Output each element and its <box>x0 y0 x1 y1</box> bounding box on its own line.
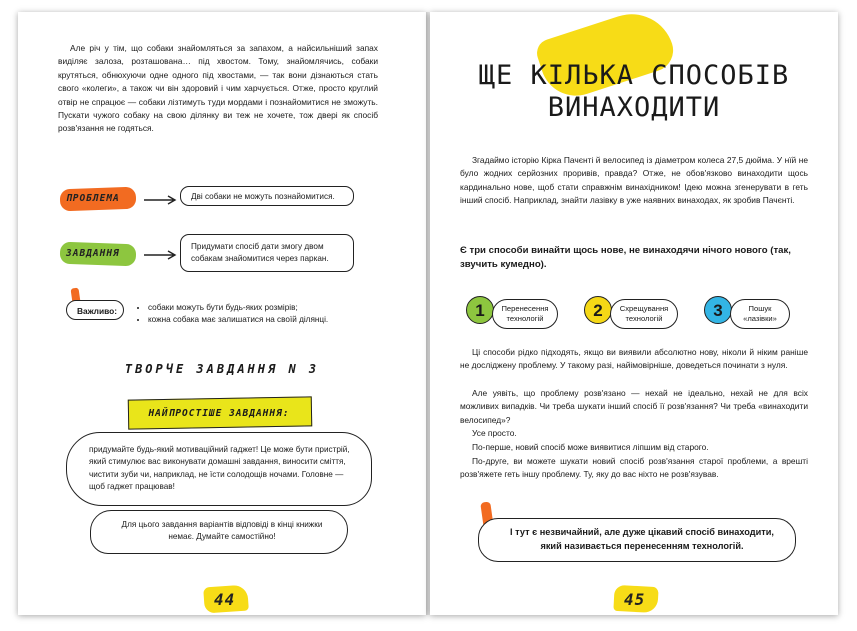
method-label-2: Схрещування технологій <box>610 299 678 329</box>
paragraph: Але уявіть, що проблему розв'язано — нехай не ідеально, нехай не для всіх можливих випадків. Чи треба шукати інший спосіб її розв'язання? Чи треба «винаходити велосипед»? <box>460 388 808 425</box>
arrow-right-icon <box>142 249 178 261</box>
problem-box <box>180 186 354 206</box>
simplest-task-text: придумайте будь-який мотиваційний гаджет! Це може бути пристрій, який стимулює вас виконувати домашні завдання, виносити сміття, чистити зуби чи, наприклад, не їсти солодощів ночами. Головне — щоб гаджет працював! <box>89 445 350 492</box>
paragraph: Ці способи рідко підходять, якщо ви виявили абсолютно нову, ніколи й ніким раніше не досліджену проблему. У такому разі, найімовірніше, доведеться починати з нуля. <box>460 347 808 371</box>
page-title <box>430 60 838 124</box>
method-number-3: 3 <box>704 296 732 324</box>
task-box <box>180 234 354 272</box>
method-label-1: Перенесення технологій <box>492 299 558 329</box>
bold-statement: Є три способи винайти щось нове, не винаходячи нічого нового (так, звучить кумедно). <box>460 245 791 270</box>
important-label: Важливо: <box>77 306 118 316</box>
callout-box <box>478 518 796 562</box>
simplest-label: НАЙПРОСТІШЕ ЗАВДАННЯ: <box>148 408 290 419</box>
arrow-right-icon <box>142 194 178 206</box>
simplest-task-cloud <box>66 432 372 506</box>
page-number: 44 <box>214 590 236 609</box>
creative-task-title: ТВОРЧЕ ЗАВДАННЯ N 3 <box>124 362 320 376</box>
method-number-1: 1 <box>466 296 494 324</box>
callout-text: І тут є незвичайний, але дуже цікавий спосіб винаходити, який називається перенесенням технологій. <box>510 527 774 551</box>
problem-label: ПРОБЛЕМА <box>66 193 120 204</box>
intro-paragraph: Але річ у тім, що собаки знайомляться за запахом, а найсильніший запах виділяє залоза, розташована… під хвостом. Тому, знайомлячись, собаки крутяться, обнюхуючи одне одного під хвостами, — так вони дізнаються стать свого «колеги», а також чи він здоровий і чим харчується. Отже, просто круглий отвір не спрацює — собаки лізтимуть туди мордами і познайомитися не зможуть. Пускати чужого собаку на свою ділянку ви теж не хочете, тож двері як спосіб розв'язання не годяться. <box>58 43 378 134</box>
right-page <box>430 12 838 615</box>
answers-note-text: Для цього завдання варіантів відповіді в кінці книжки немає. Думайте самостійно! <box>121 520 323 542</box>
problem-text: Дві собаки не можуть познайомитися. <box>191 192 335 201</box>
paragraph: По-перше, новий спосіб може виявитися ліпшим від старого. <box>472 442 709 452</box>
title-line: ВИНАХОДИТИ <box>547 92 721 123</box>
page-number: 45 <box>624 590 646 609</box>
method-number-2: 2 <box>584 296 612 324</box>
paragraph: По-друге, ви можете шукати новий спосіб розв'язання старої проблеми, а врешті розв'яжете геть іншу проблему. Ту, яку до вас ніхто не розв'язував. <box>460 456 808 480</box>
task-text: Придумати спосіб дати змогу двом собакам знайомитися через паркан. <box>191 242 329 263</box>
task-label: ЗАВДАННЯ <box>66 248 120 259</box>
answers-note-cloud <box>90 510 348 554</box>
paragraph: Усе просто. <box>472 428 517 438</box>
left-page <box>18 12 426 615</box>
important-item: • кожна собака має залишатися на своїй ділянці. <box>148 314 368 326</box>
important-item: • собаки можуть бути будь-яких розмірів; <box>148 302 368 314</box>
method-label-3: Пошук «лазівки» <box>730 299 790 329</box>
important-list <box>138 302 368 326</box>
important-badge <box>66 300 124 320</box>
intro-paragraph: Згадаймо історію Кірка Пачєнті й велосипед із діаметром колеса 27,5 дюйма. У нїй не було жодних серйозних проривів, правда? Отже, не обов'язково винаходити щось кардинально нове, щоб стати справжнім винахідником! Ідею можна згенерувати в геть інший спосіб. Наприклад, знайти лазівку в уже наявних винаходах, як зробив Пачєнті. <box>460 155 808 206</box>
title-line: ЩЕ КІЛЬКА СПОСОБІВ <box>478 60 790 91</box>
